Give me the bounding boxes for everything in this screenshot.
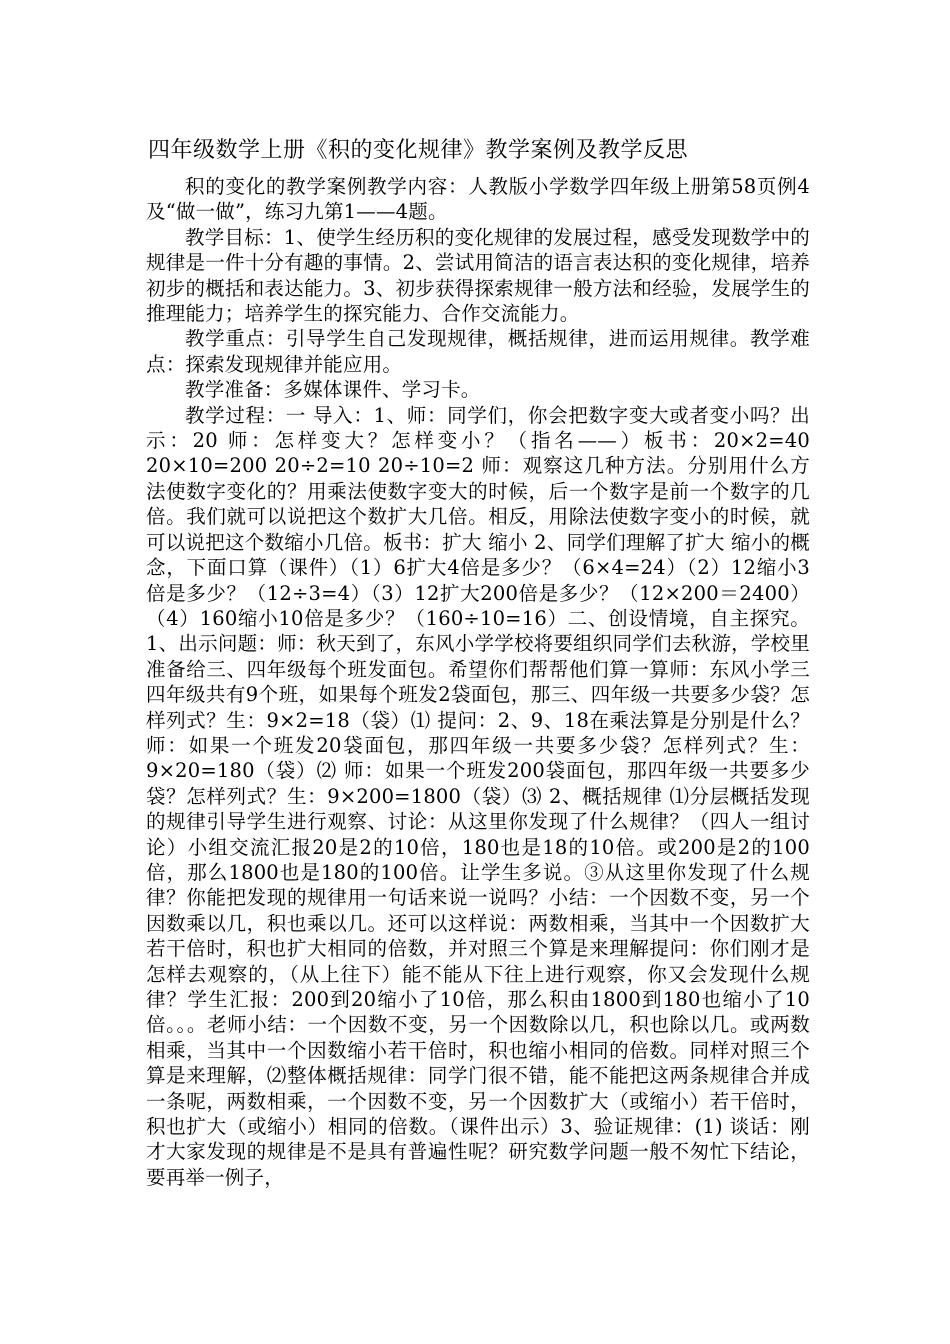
paragraph-key-points: 教学重点：引导学生自己发现规律，概括规律，进而运用规律。教学难点：探索发现规律并能应用。 — [146, 327, 810, 376]
paragraph-teaching-goals: 教学目标：1、使学生经历积的变化规律的发展过程，感受发现数学中的规律是一件十分有趣的事情。2、尝试用简洁的语言表达积的变化规律，培养初步的概括和表达能力。3、初步获得探索规律一般方法和经验，发展学生的推理能力；培养学生的探究能力、合作交流能力。 — [146, 225, 810, 326]
paragraph-lesson-content: 积的变化的教学案例教学内容：人教版小学数学四年级上册第58页例4及“做一做”，练习九第1——4题。 — [146, 175, 810, 224]
document-body — [146, 174, 810, 1190]
paragraph-preparation: 教学准备：多媒体课件、学习卡。 — [185, 378, 481, 402]
paragraph-teaching-process: 教学过程：一 导入：1、师：同学们，你会把数字变大或者变小吗？出示：20 师：怎样变大？怎样变小？（指名——）板书：20×2=40 20×10=200 20÷2=10 20÷10=2 师：观察这几种方法。分别用什么方法使数字变化的？用乘法使数字变大的时候，后一个数字是前一个数字的几倍。我们就可以说把这个数扩大几倍。相反，用除法使数字变小的时候，就可以说把这个数缩小几倍。板书：扩大 缩小 2、同学们理解了扩大 缩小的概念，下面口算（课件）（1）6扩大4倍是多少？（6×4=24）（2）12缩小3倍是多少？（12÷3=4）（3）12扩大200倍是多少？（12×200＝2400）（4）160缩小10倍是多少？（160÷10=16）二、创设情境，自主探究。1、出示问题：师：秋天到了，东风小学学校将要组织同学们去秋游，学校里准备给三、四年级每个班发面包。希望你们帮帮他们算一算师：东风小学三四年级共有9个班，如果每个班发2袋面包，那三、四年级一共要多少袋？怎样列式？生：9×2=18（袋）⑴ 提问：2、9、18在乘法算是分别是什么？师：如果一个班发20袋面包，那四年级一共要多少袋？怎样列式？生：9×20=180（袋）⑵ 师：如果一个班发200袋面包，那四年级一共要多少袋？怎样列式？生：9×200=1800（袋）⑶ 2、概括规律 ⑴分层概括发现的规律引导学生进行观察、讨论：从这里你发现了什么规律？（四人一组讨论）小组交流汇报20是2的10倍，180也是18的10倍。或200是2的100倍，那么1800也是180的100倍。让学生多说。③从这里你发现了什么规律？你能把发现的规律用一句话来说一说吗？小结：一个因数不变，另一个因数乘以几，积也乘以几。还可以这样说：两数相乘，当其中一个因数扩大若干倍时，积也扩大相同的倍数，并对照三个算是来理解提问：你们刚才是怎样去观察的，（从上往下）能不能从下往上进行观察，你又会发现什么规律？学生汇报：200到20缩小了10倍，那么积由1800到180也缩小了10倍。。。老师小结：一个因数不变，另一个因数除以几，积也除以几。或两数相乘，当其中一个因数缩小若干倍时，积也缩小相同的倍数。同样对照三个算是来理解，⑵整体概括规律：同学门很不错，能不能把这两条规律合并成一条呢，两数相乘，一个因数不变，另一个因数扩大（或缩小）若干倍时，积也扩大（或缩小）相同的倍数。（课件出示）3、验证规律：(1) 谈话：刚才大家发现的规律是不是具有普遍性呢？研究数学问题一般不匆忙下结论，要再举一例子， — [146, 403, 810, 1189]
document-title: 四年级数学上册《积的变化规律》教学案例及教学反思 — [148, 138, 689, 163]
